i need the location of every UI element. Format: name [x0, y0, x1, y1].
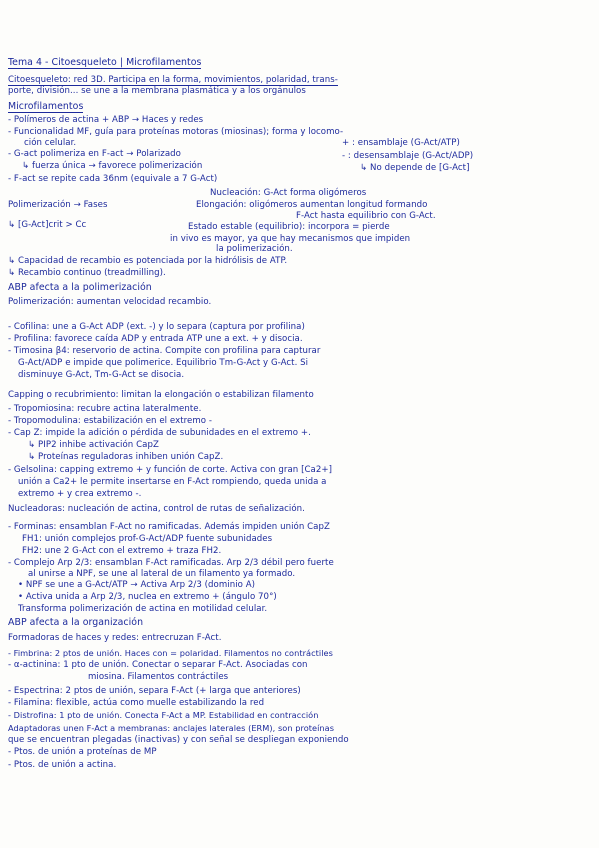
- note-line: Adaptadoras unen F-Act a membranas: anclajes laterales (ERM), son proteínas: [8, 723, 335, 733]
- note-line: la polimerización.: [216, 244, 293, 254]
- note-line: ↳ Proteínas reguladoras inhiben unión CapZ.: [28, 452, 224, 462]
- note-line: unión a Ca2+ le permite insertarse en F-Act rompiendo, queda unida a: [18, 477, 327, 487]
- note-line: + : ensamblaje (G-Act/ATP): [342, 138, 460, 148]
- note-line: - Funcionalidad MF, guía para proteínas motoras (miosinas); forma y locomo-: [8, 127, 344, 137]
- note-line: - G-act polimeriza en F-act → Polarizado: [8, 149, 181, 159]
- section-heading: Microfilamentos: [8, 101, 84, 112]
- note-line: ción celular.: [24, 138, 77, 148]
- note-line: ↳ [G-Act]crit > Cc: [8, 220, 87, 230]
- note-line: • NPF se une a G-Act/ATP → Activa Arp 2/3 (dominio A): [18, 580, 256, 590]
- note-line: - Ptos. de unión a actina.: [8, 760, 117, 770]
- note-line: - α-actinina: 1 pto de unión. Conectar o separar F-Act. Asociadas con: [8, 660, 308, 670]
- note-line: - Distrofina: 1 pto de unión. Conecta F-Act a MP. Estabilidad en contracción: [8, 710, 319, 720]
- note-line: in vivo es mayor, ya que hay mecanismos que impiden: [170, 234, 411, 244]
- note-line: - Profilina: favorece caída ADP y entrada ATP une a ext. + y disocia.: [8, 334, 303, 344]
- note-line: Citoesqueleto: red 3D. Participa en la forma, movimientos, polaridad, trans-: [8, 75, 338, 85]
- note-line: - Forminas: ensamblan F-Act no ramificadas. Además impiden unión CapZ: [8, 522, 330, 532]
- note-line: - Tropomodulina: estabilización en el extremo -: [8, 416, 213, 426]
- section-heading: ABP afecta a la polimerización: [8, 282, 152, 293]
- note-line: FH1: unión complejos prof-G-Act/ADP fuente subunidades: [22, 534, 273, 544]
- note-line: - Timosina β4: reservorio de actina. Compite con profilina para capturar: [8, 346, 321, 356]
- note-line: disminuye G-Act, Tm-G-Act se disocia.: [18, 370, 185, 380]
- note-line: Transforma polimerización de actina en motilidad celular.: [18, 604, 268, 614]
- note-line: Nucleadoras: nucleación de actina, control de rutas de señalización.: [8, 504, 305, 514]
- note-line: - Ptos. de unión a proteínas de MP: [8, 747, 157, 757]
- note-line: - Polímeros de actina + ABP → Haces y redes: [8, 115, 204, 125]
- note-line: ↳ fuerza única → favorece polimerización: [22, 161, 203, 171]
- note-line: FH2: une 2 G-Act con el extremo + traza FH2.: [22, 546, 222, 556]
- note-line: ↳ PIP2 inhibe activación CapZ: [28, 440, 159, 450]
- note-line: - F-act se repite cada 36nm (equivale a 7 G-Act): [8, 174, 218, 184]
- note-line: porte, división... se une a la membrana plasmática y a los orgánulos: [8, 86, 306, 96]
- note-line: - Complejo Arp 2/3: ensamblan F-Act ramificadas. Arp 2/3 débil pero fuerte: [8, 558, 334, 568]
- note-line: - Fimbrina: 2 ptos de unión. Haces con = polaridad. Filamentos no contráctiles: [8, 648, 333, 658]
- note-line: Polimerización → Fases: [8, 200, 108, 210]
- note-line: ↳ Capacidad de recambio es potenciada por la hidrólisis de ATP.: [8, 256, 288, 266]
- note-line: - Filamina: flexible, actúa como muelle estabilizando la red: [8, 698, 265, 708]
- note-line: F-Act hasta equilibrio con G-Act.: [296, 211, 436, 221]
- note-line: ↳ Recambio continuo (treadmilling).: [8, 268, 166, 278]
- note-line: Polimerización: aumentan velocidad recambio.: [8, 297, 212, 307]
- note-line: Elongación: oligómeros aumentan longitud formando: [196, 200, 428, 210]
- note-line: miosina. Filamentos contráctiles: [88, 672, 229, 682]
- note-line: ↳ No depende de [G-Act]: [360, 163, 470, 173]
- note-line: - Gelsolina: capping extremo + y función de corte. Activa con gran [Ca2+]: [8, 465, 333, 475]
- page-title: Tema 4 - Citoesqueleto | Microfilamentos: [8, 57, 202, 68]
- note-line: Estado estable (equilibrio): incorpora = pierde: [188, 222, 390, 232]
- note-line: - Cap Z: impide la adición o pérdida de subunidades en el extremo +.: [8, 428, 311, 438]
- note-line: - Espectrina: 2 ptos de unión, separa F-Act (+ larga que anteriores): [8, 686, 301, 696]
- note-line: - Cofilina: une a G-Act ADP (ext. -) y lo separa (captura por profilina): [8, 322, 305, 332]
- section-heading: ABP afecta a la organización: [8, 617, 144, 628]
- note-line: • Activa unida a Arp 2/3, nuclea en extremo + (ángulo 70°): [18, 592, 277, 602]
- note-line: - : desensamblaje (G-Act/ADP): [342, 151, 474, 161]
- note-line: al unirse a NPF, se une al lateral de un filamento ya formado.: [28, 569, 296, 579]
- note-line: Nucleación: G-Act forma oligómeros: [210, 188, 367, 198]
- note-line: G-Act/ADP e impide que polimerice. Equilibrio Tm-G-Act y G-Act. Si: [18, 358, 309, 368]
- note-line: extremo + y crea extremo -.: [18, 489, 142, 499]
- note-line: Formadoras de haces y redes: entrecruzan F-Act.: [8, 633, 222, 643]
- note-line: - Tropomiosina: recubre actina lateralmente.: [8, 404, 202, 414]
- note-line: Capping o recubrimiento: limitan la elongación o estabilizan filamento: [8, 390, 314, 400]
- note-line: que se encuentran plegadas (inactivas) y con señal se despliegan exponiendo: [8, 735, 349, 745]
